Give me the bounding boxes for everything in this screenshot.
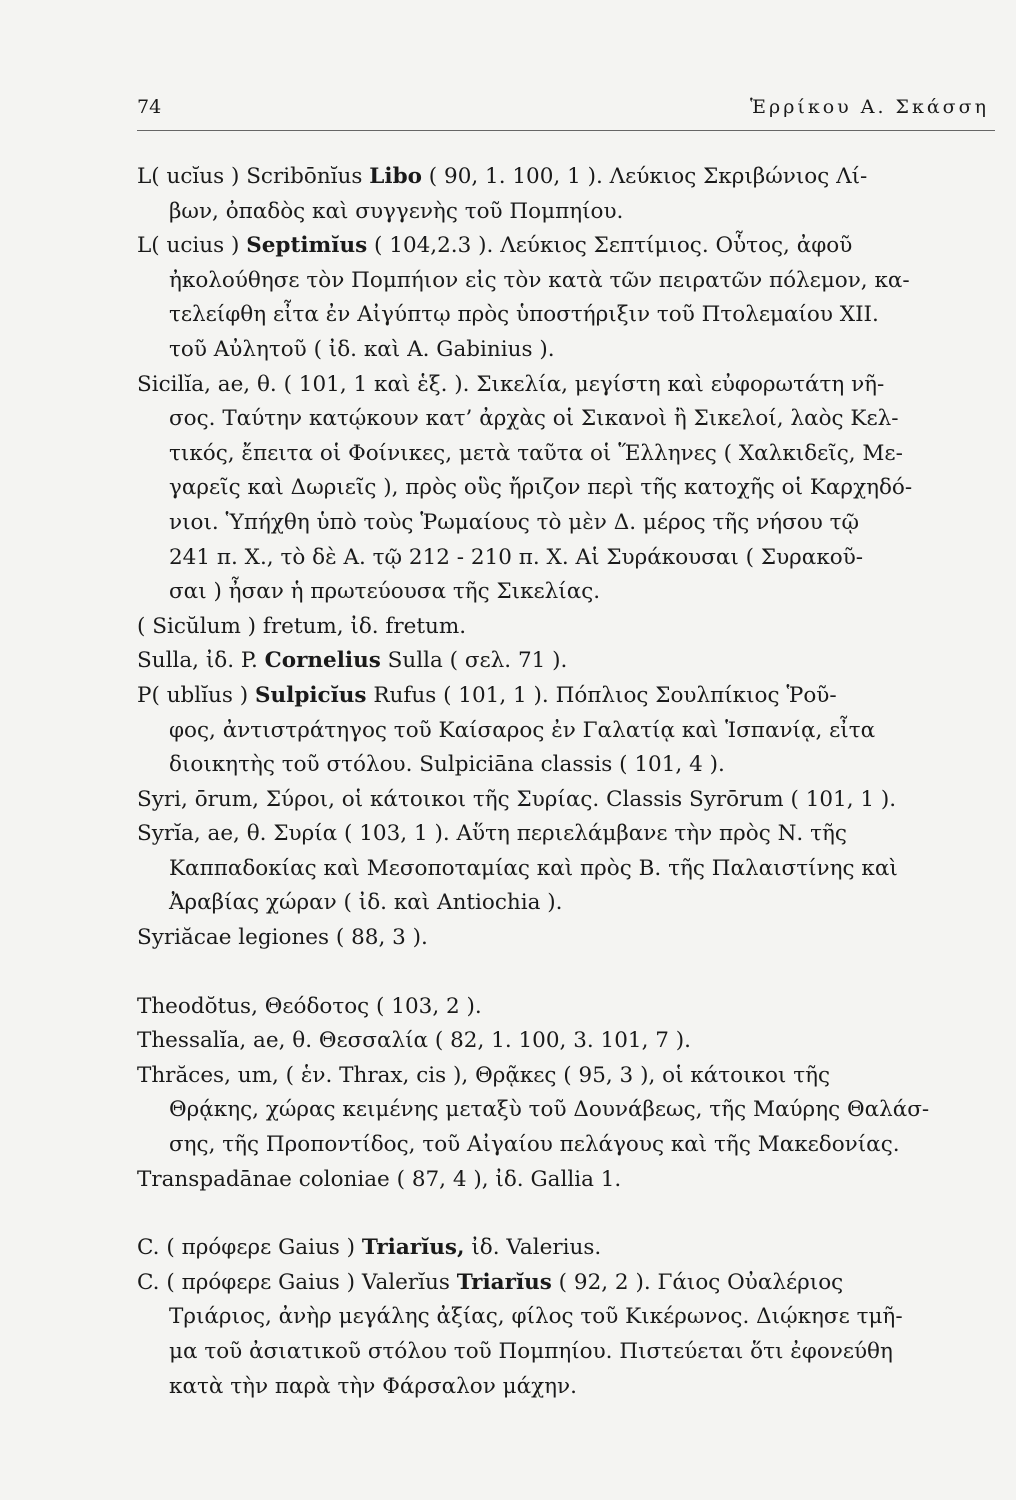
entry-text: γαρεῖς καὶ Δωριεῖς ), πρὸς οὓς ἤριζον περὶ τῆς κατοχῆς οἱ Καρχηδό-: [169, 475, 913, 501]
entry-line: [137, 333, 997, 368]
entry-line: [137, 1128, 997, 1163]
entry-line: [137, 679, 997, 714]
entry-text: C. ( πρόφερε Gaius ): [137, 1235, 362, 1261]
entry-text: P( ublĭus ): [137, 682, 255, 708]
entry-line: [137, 852, 997, 887]
glossary-entry: [137, 921, 997, 956]
entry-text: ( 90, 1. 100, 1 ). Λεύκιος Σκριβώνιος Λί-: [421, 164, 868, 189]
entry-line: [137, 298, 997, 333]
entry-text: ( 92, 2 ). Γάιος Οὐαλέριος: [551, 1269, 844, 1295]
entry-line: [137, 886, 997, 921]
entry-text: φος, ἀντιστράτηγος τοῦ Καίσαρος ἐν Γαλατίᾳ καὶ Ἱσπανίᾳ, εἶτα: [169, 717, 876, 743]
glossary-entry: [137, 1266, 997, 1404]
entry-text: ἰδ. Valerius.: [464, 1235, 602, 1261]
entry-line: [137, 160, 997, 195]
glossary-entry: [137, 1231, 997, 1266]
entry-text: μα τοῦ ἀσιατικοῦ στόλου τοῦ Πομπηίου. Πιστεύεται ὅτι ἐφονεύθη: [169, 1339, 893, 1364]
glossary-entry: [137, 644, 997, 679]
entry-text: βων, ὀπαδὸς καὶ συγγενὴς τοῦ Πομπηίου.: [169, 198, 624, 224]
entry-text: Sicilĭa, ae, θ. ( 101, 1 καὶ ἑξ. ). Σικελία, μεγίστη καὶ εὐφορωτάτη νῆ-: [137, 371, 885, 397]
entry-line: [137, 748, 997, 783]
entry-text: Syrĭa, ae, θ. Συρία ( 103, 1 ). Αὕτη περιελάμβανε τὴν πρὸς Ν. τῆς: [137, 821, 847, 847]
glossary-entry: [137, 1059, 997, 1163]
entry-line: [137, 368, 997, 403]
entry-line: [137, 1093, 997, 1128]
running-head: Ἑρρίκου Α. Σκάσση: [750, 96, 989, 118]
headword: Sulpicĭus: [255, 682, 367, 708]
glossary-entry: [137, 368, 997, 610]
entry-text: Ἀραβίας χώραν ( ἰδ. καὶ Antiochia ).: [169, 890, 563, 916]
entry-line: [137, 264, 997, 299]
section-gap: [137, 956, 997, 990]
entry-line: [137, 402, 997, 437]
entry-text: ( 104,2.3 ). Λεύκιος Σεπτίμιος. Οὗτος, ἀφοῦ: [367, 233, 853, 259]
entry-text: νιοι. Ὑπήχθη ὑπὸ τοὺς Ῥωμαίους τὸ μὲν Δ. μέρος τῆς νήσου τῷ: [169, 509, 860, 535]
glossary-entry: [137, 817, 997, 921]
entry-line: [137, 714, 997, 749]
entry-line: [137, 1163, 997, 1198]
glossary-entry: [137, 679, 997, 783]
glossary-entry: [137, 160, 997, 229]
entry-text: Θρᾴκης, χώρας κειμένης μεταξὺ τοῦ Δουνάβεως, τῆς Μαύρης Θαλάσ-: [169, 1097, 930, 1123]
entry-text: Sulla, ἰδ. P.: [137, 648, 265, 674]
entry-line: [137, 195, 997, 230]
entry-line: [137, 1335, 997, 1370]
glossary-entry: [137, 1163, 997, 1198]
entry-text: Καππαδοκίας καὶ Μεσοποταμίας καὶ πρὸς Β. τῆς Παλαιστίνης καὶ: [169, 855, 898, 881]
entry-text: τοῦ Αὐλητοῦ ( ἰδ. καὶ Α. Gabinius ).: [169, 336, 555, 362]
page-header: [137, 92, 995, 131]
entry-line: [137, 644, 997, 679]
entry-text: Sulla ( σελ. 71 ).: [380, 648, 568, 674]
entry-text: Syri, ōrum, Σύροι, οἱ κάτοικοι τῆς Συρίας. Classis Syrōrum ( 101, 1 ).: [137, 786, 897, 812]
entry-text: ἠκολούθησε τὸν Πομπήιον εἰς τὸν κατὰ τῶν πειρατῶν πόλεμον, κα-: [169, 267, 910, 293]
entry-text: ( Sicŭlum ) fretum, ἰδ. fretum.: [137, 613, 467, 639]
entry-text: κατὰ τὴν παρὰ τὴν Φάρσαλον μάχην.: [169, 1373, 577, 1399]
glossary-entry: [137, 610, 997, 645]
entry-line: [137, 1300, 997, 1335]
entry-line: [137, 506, 997, 541]
entry-text: τικός, ἔπειτα οἱ Φοίνικες, μετὰ ταῦτα οἱ Ἕλληνες ( Χαλκιδεῖς, Με-: [169, 440, 903, 466]
entry-line: [137, 575, 997, 610]
headword: Cornelius: [264, 648, 381, 674]
entry-text: σης, τῆς Προποντίδος, τοῦ Αἰγαίου πελάγους καὶ τῆς Μακεδονίας.: [169, 1132, 900, 1158]
entry-line: [137, 471, 997, 506]
entry-text: τελείφθη εἶτα ἐν Αἰγύπτῳ πρὸς ὑποστήριξιν τοῦ Πτολεμαίου XII.: [169, 302, 879, 328]
entry-line: [137, 783, 997, 818]
entry-text: σαι ) ἦσαν ἡ πρωτεύουσα τῆς Σικελίας.: [169, 579, 601, 605]
entry-line: [137, 1024, 997, 1059]
entry-line: [137, 541, 997, 576]
headword: Triarĭus,: [361, 1235, 465, 1261]
entry-line: [137, 610, 997, 645]
glossary-entry: [137, 229, 997, 367]
entry-text: C. ( πρόφερε Gaius ) Valerĭus: [137, 1269, 457, 1295]
headword: Septimĭus: [246, 233, 368, 259]
entry-text: L( ucĭus ) Scribōnĭus: [137, 164, 370, 189]
entry-text: σος. Ταύτην κατῴκουν κατ’ ἀρχὰς οἱ Σικανοὶ ἢ Σικελοί, λαὸς Κελ-: [169, 406, 899, 432]
section-gap: [137, 1197, 997, 1231]
entry-text: Transpadānae coloniae ( 87, 4 ), ἰδ. Gallia 1.: [137, 1166, 622, 1192]
entry-line: [137, 1266, 997, 1301]
entry-line: [137, 1370, 997, 1405]
glossary-entry: [137, 783, 997, 818]
entry-text: Syriăcae legiones ( 88, 3 ).: [137, 925, 428, 951]
glossary-entry: [137, 1024, 997, 1059]
entry-text: Thrăces, um, ( ἑν. Thrax, cis ), Θρᾷκες ( 95, 3 ), οἱ κάτοικοι τῆς: [137, 1062, 831, 1088]
entry-line: [137, 229, 997, 264]
glossary-entries: [137, 160, 997, 1404]
entry-text: L( ucius ): [137, 233, 247, 259]
entry-line: [137, 990, 997, 1025]
headword: Triarĭus: [456, 1269, 552, 1295]
entry-line: [137, 817, 997, 852]
entry-line: [137, 921, 997, 956]
entry-text: Rufus ( 101, 1 ). Πόπλιος Σουλπίκιος Ῥοῦ-: [366, 682, 837, 708]
entry-line: [137, 1059, 997, 1094]
entry-line: [137, 437, 997, 472]
entry-line: [137, 1231, 997, 1266]
glossary-entry: [137, 990, 997, 1025]
headword: Libo: [369, 164, 422, 189]
entry-text: Τριάριος, ἀνὴρ μεγάλης ἀξίας, φίλος τοῦ Κικέρωνος. Διῴκησε τμῆ-: [169, 1304, 903, 1330]
entry-text: Theodŏtus, Θεόδοτος ( 103, 2 ).: [137, 993, 482, 1019]
entry-text: διοικητὴς τοῦ στόλου. Sulpiciāna classis ( 101, 4 ).: [169, 752, 725, 778]
entry-text: 241 π. Χ., τὸ δὲ Α. τῷ 212 - 210 π. Χ. Αἱ Συράκουσαι ( Συρακοῦ-: [169, 544, 864, 570]
page-number: 74: [137, 96, 162, 118]
entry-text: Thessalĭa, ae, θ. Θεσσαλία ( 82, 1. 100, 3. 101, 7 ).: [137, 1028, 691, 1054]
